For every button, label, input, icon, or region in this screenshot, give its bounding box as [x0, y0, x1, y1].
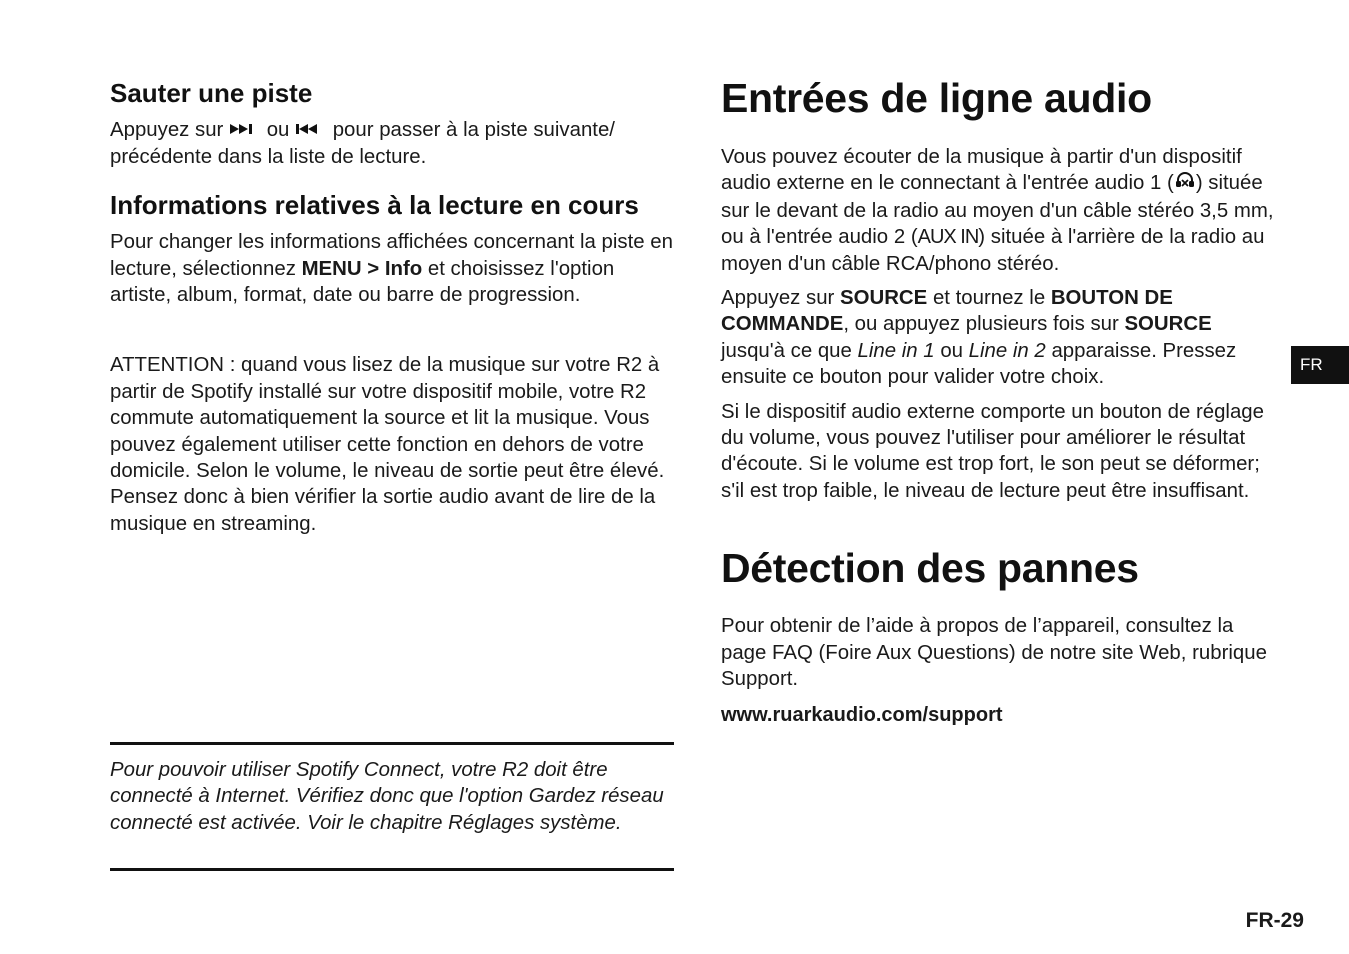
headphone-input-icon [1174, 170, 1196, 197]
aux-in-label: AUX IN [917, 226, 979, 249]
line-inputs-heading: Entrées de ligne audio [721, 75, 1152, 121]
menu-info-label: MENU > Info [301, 257, 423, 280]
skip-next-icon [229, 117, 261, 143]
page-number: FR-29 [1245, 909, 1304, 932]
spotify-note: Pour pouvoir utiliser Spotify Connect, votre R2 doit être connecté à Internet. Vérifiez donc que l'option Gardez réseau connecté est activée. Voir le chapitre Réglages système. [110, 759, 664, 834]
skip-previous-icon [295, 117, 327, 143]
attention-paragraph: ATTENTION : quand vous lisez de la musique sur votre R2 à partir de Spotify installé sur votre dispositif mobile, votre R2 commute automatiquement la source et lit la musique. Vous pouvez également utiliser cette fonction en dehors de votre domicile. Selon le volume, le niveau de sortie peut être élevé. Pensez donc à bien vérifier la sortie audio avant de lire de la musique en streaming. [110, 354, 665, 535]
note-bottom-rule [110, 868, 674, 871]
support-url[interactable]: www.ruarkaudio.com/support [721, 703, 1003, 726]
right-column [721, 72, 1281, 728]
source-instructions: Appuyez sur SOURCE et tournez le BOUTON DE COMMANDE, ou appuyez plusieurs fois sur SOURCE jusqu'à ce que Line in 1 ou Line in 2 apparaisse. Pressez ensuite ce bouton pour valider votre choix. [721, 287, 1237, 389]
line-inputs-text: Vous pouvez écouter de la musique à partir d'un dispositif audio externe en le connectant à l'entrée audio 1 ( ) située sur le devant de la radio au moyen d'un câble stéréo 3,5 mm, ou à l'entrée audio 2 (AUX IN) située à l'arrière de la radio au moyen d'un câble RCA/phono stéréo. [721, 146, 1274, 275]
troubleshooting-heading: Détection des pannes [721, 545, 1139, 592]
volume-paragraph: Si le dispositif audio externe comporte un bouton de réglage du volume, vous pouvez l'utiliser pour améliorer le résultat d'écoute. Si le volume est trop fort, le son peut se déformer; s'il est trop faible, le niveau de lecture peut être insuffisant. [721, 400, 1264, 502]
left-column [110, 76, 676, 537]
language-tab: FR [1291, 346, 1349, 384]
skip-track-text: Appuyez sur ou pour passer à la piste suivante/ précédente dans la liste de lecture. [110, 119, 615, 168]
troubleshooting-text: Pour obtenir de l’aide à propos de l’appareil, consultez la page FAQ (Foire Aux Questions) de notre site Web, rubrique Support. [721, 615, 1267, 691]
now-playing-info-text: Pour changer les informations affichées concernant la piste en lecture, sélectionnez MENU > Info et choisissez l'option artiste, album, format, date ou barre de progression. [110, 231, 673, 307]
now-playing-info-heading: Informations relatives à la lecture en cours [110, 190, 639, 221]
skip-track-heading: Sauter une piste [110, 78, 313, 108]
note-top-rule [110, 742, 674, 745]
